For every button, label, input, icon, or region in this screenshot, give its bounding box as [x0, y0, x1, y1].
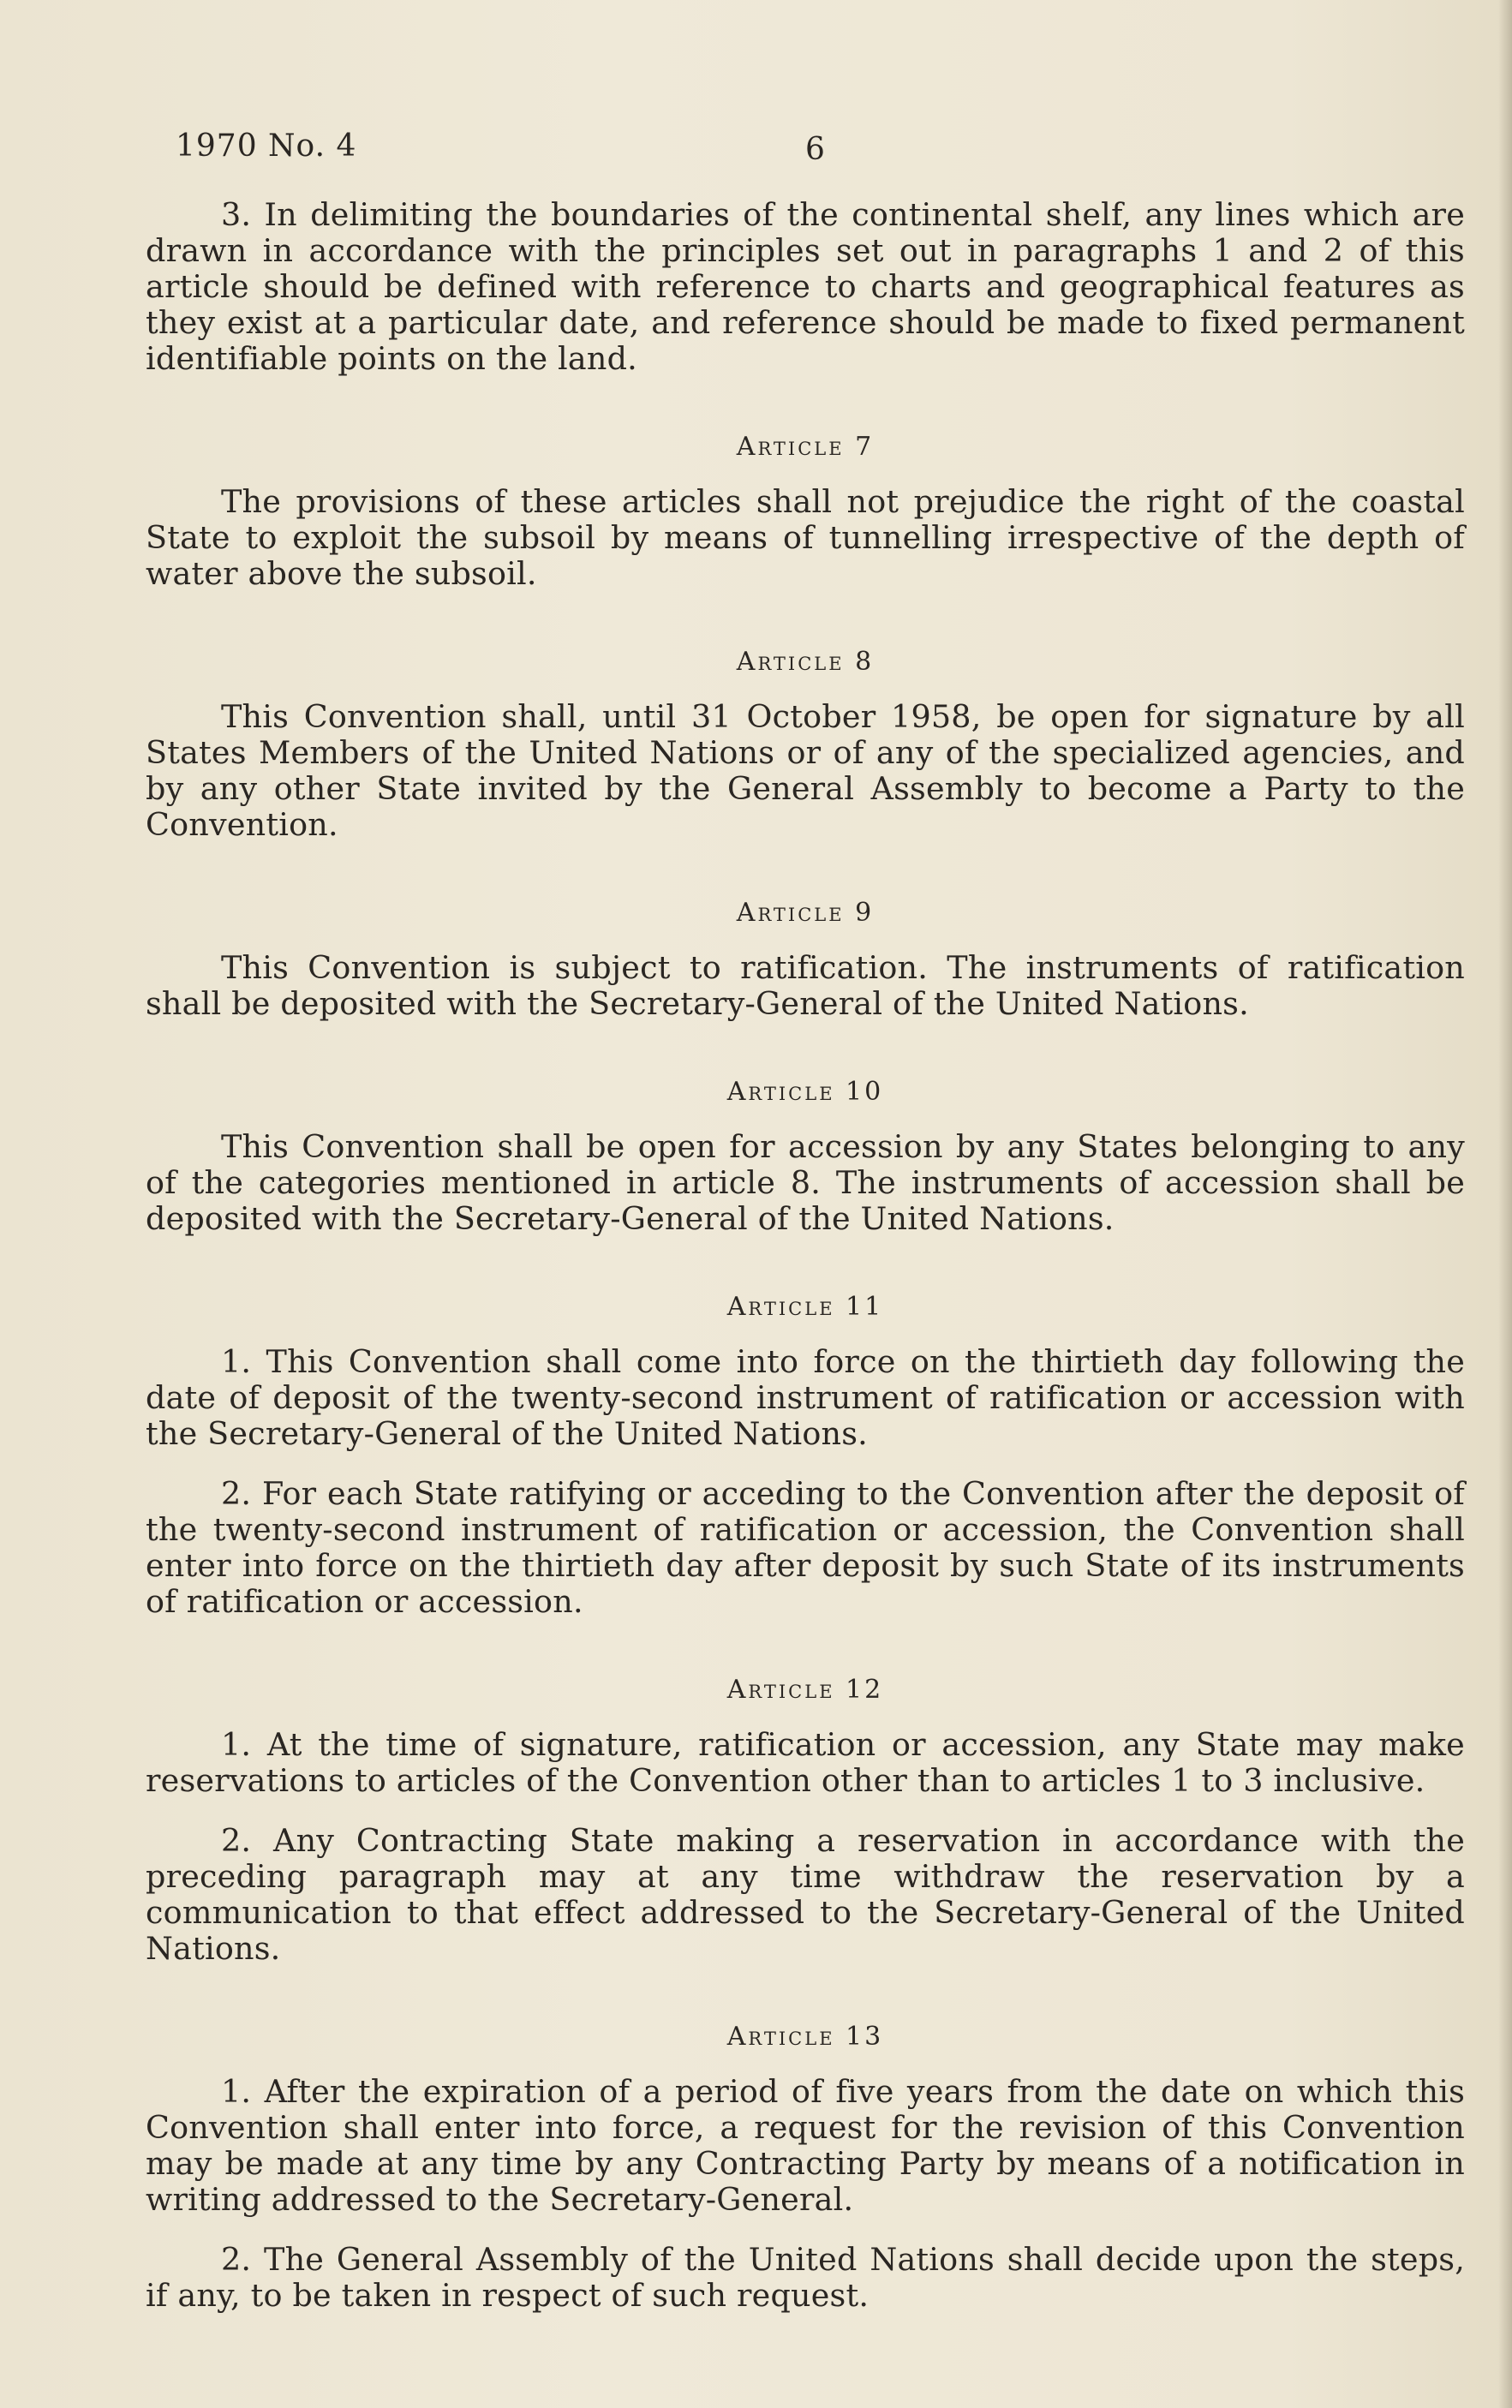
article-11-paragraph-2: 2. For each State ratifying or acceding to the Convention after the deposit of the twenty-second instrument of ratification or accession, the Convention shall enter into force on the thirtieth day after deposit by such State of its instruments of ratification or accession.: [146, 1475, 1465, 1620]
publication-reference: 1970 No. 4: [176, 128, 357, 164]
article-7-paragraph: The provisions of these articles shall not prejudice the right of the coastal State to exploit the subsoil by means of tunnelling irrespective of the depth of water above the subsoil.: [146, 483, 1465, 592]
page-number: 6: [805, 132, 825, 167]
page-header: [176, 128, 1461, 171]
article-9-heading: Article 9: [736, 898, 875, 928]
article-12-paragraph-1: 1. At the time of signature, ratification or accession, any State may make reservations to articles of the Convention other than to articles 1 to 3 inclusive.: [146, 1726, 1465, 1799]
article-12-heading: Article 12: [726, 1675, 884, 1705]
article-8-heading: Article 8: [736, 647, 875, 677]
paragraph-article6-3: 3. In delimiting the boundaries of the continental shelf, any lines which are drawn in accordance with the principles set out in paragraphs 1 and 2 of this article should be defined with reference to charts and geographical features as they exist at a particular date, and reference should be made to fixed permanent identifiable points on the land.: [146, 196, 1465, 377]
article-13-paragraph-2: 2. The General Assembly of the United Nations shall decide upon the steps, if any, to be taken in respect of such request.: [146, 2241, 1465, 2314]
article-7-heading: Article 7: [736, 432, 875, 462]
article-11-heading: Article 11: [726, 1292, 884, 1322]
article-13-paragraph-1: 1. After the expiration of a period of five years from the date on which this Convention shall enter into force, a request for the revision of this Convention may be made at any time by any Contracting Party by means of a notification in writing addressed to the Secretary-General.: [146, 2073, 1465, 2218]
article-10-heading: Article 10: [726, 1077, 884, 1107]
article-12-paragraph-2: 2. Any Contracting State making a reservation in accordance with the preceding paragraph may at any time withdraw the reservation by a communication to that effect addressed to the Secretary-General of the United Nations.: [146, 1822, 1465, 1967]
article-13-heading: Article 13: [726, 2022, 884, 2052]
article-8-paragraph: This Convention shall, until 31 October 1958, be open for signature by all States Members of the United Nations or of any of the specialized agencies, and by any other State invited by the General Assembly to become a Party to the Convention.: [146, 698, 1465, 843]
article-9-paragraph: This Convention is subject to ratification. The instruments of ratification shall be deposited with the Secretary-General of the United Nations.: [146, 949, 1465, 1022]
page-edge-shadow: [1498, 0, 1512, 2408]
article-10-paragraph: This Convention shall be open for accession by any States belonging to any of the categories mentioned in article 8. The instruments of accession shall be deposited with the Secretary-General of the United Nations.: [146, 1128, 1465, 1237]
document-body: [146, 197, 1465, 2338]
article-11-paragraph-1: 1. This Convention shall come into force on the thirtieth day following the date of deposit of the twenty-second instrument of ratification or accession with the Secretary-General of the United Nations.: [146, 1343, 1465, 1452]
